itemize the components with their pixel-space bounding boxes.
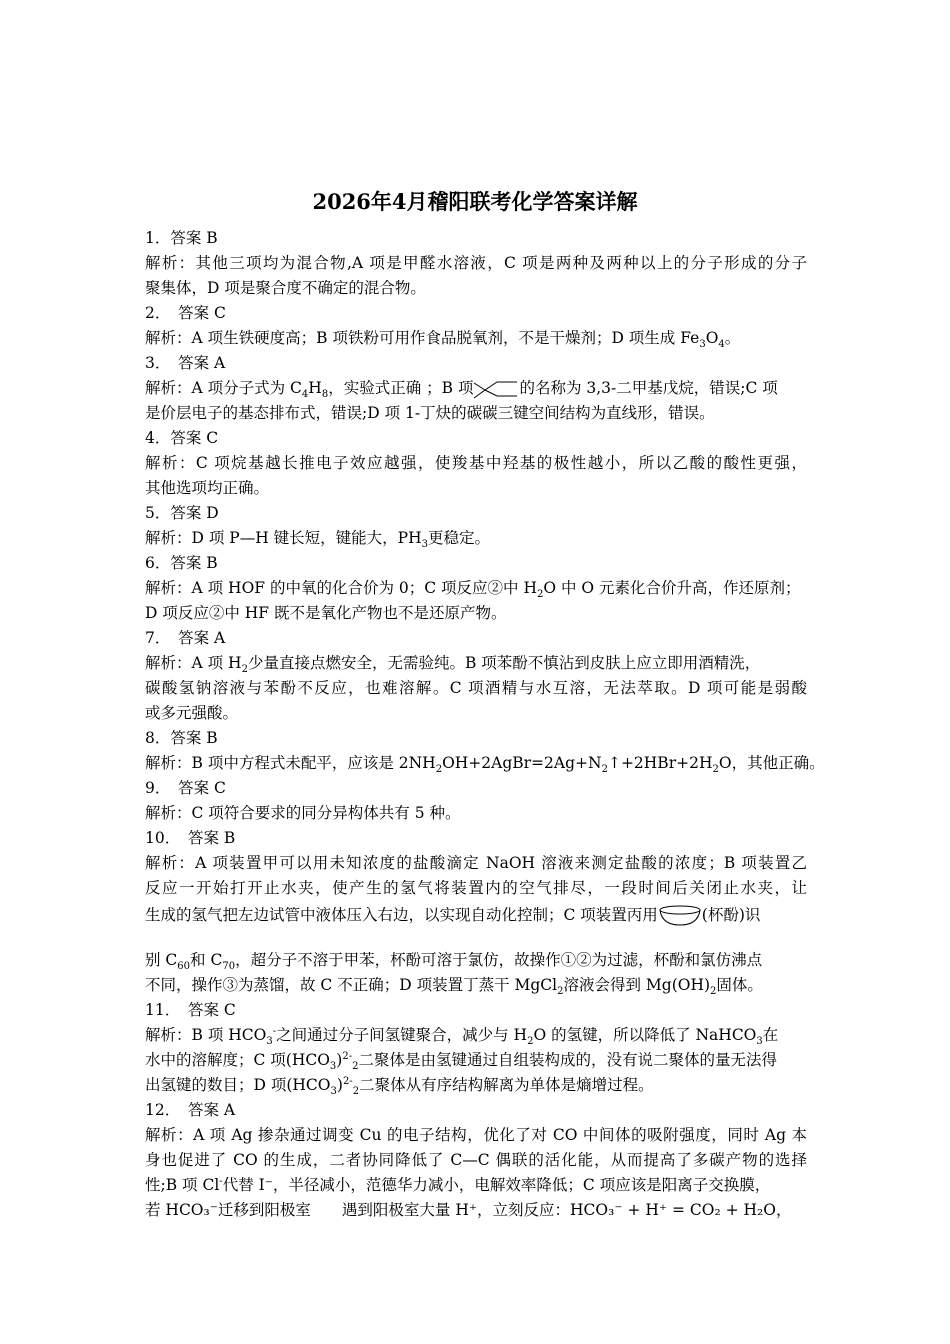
q2-analysis-line1: 解析：A 项生铁硬度高；B 项铁粉可用作食品脱氧剂，不是干燥剂；D 项生成 $Fe_3O_4$。 xyxy=(145,329,741,351)
q11-analysis-line1: 解析：B 项 $HCO_3^-$之间通过分子间氢键聚合，减少与 $H_2O$ 的氢键，所以降低了 NaHCO$_3$在 xyxy=(145,1025,779,1048)
page-title: 2026年4月稽阳联考化学答案详解 xyxy=(312,189,638,214)
q11-analysis-line3: 出氢键的数目；D 项$(HCO_3)^{2-}_2$二聚体从有序结构解离为单体是熵增过程。 xyxy=(145,1075,654,1098)
q2-answer: 2． 答案 C xyxy=(145,304,226,322)
q7-analysis-line2: 碳酸氢钠溶液与苯酚不反应，也难溶解。C 项酒精与水互溶，无法萃取。D 项可能是弱酸 xyxy=(145,679,807,697)
q10-analysis-line1: 解析：A 项装置甲可以用未知浓度的盐酸滴定 NaOH 溶液来测定盐酸的浓度；B 项装置乙 xyxy=(145,854,807,872)
q4-analysis-line2: 其他选项均正确。 xyxy=(145,479,270,497)
q6-analysis-line2: D 项反应②中 HF 既不是氧化产物也不是还原产物。 xyxy=(145,604,507,622)
q1-analysis-line1: 解析：其他三项均为混合物,A 项是甲醛水溶液，C 项是两种及两种以上的分子形成的分子 xyxy=(145,254,807,272)
q6-answer: 6．答案 B xyxy=(145,554,218,572)
q12-analysis-line3: 性;B 项 Cl-代替 I⁻，半径减小，范德华力减小，电解效率降低；C 项应该是阳离子交换膜， xyxy=(145,1175,771,1194)
q12-analysis-line1: 解析：A 项 Ag 掺杂通过调变 Cu 的电子结构，优化了对 CO 中间体的吸附强度，同时 Ag 本 xyxy=(145,1126,807,1144)
q10-analysis-line5: 不同，操作③为蒸馏，故 C 不正确；D 项装置丁蒸干 MgCl$_2$溶液会得到 $Mg(OH)_2$固体。 xyxy=(145,976,763,998)
q8-answer: 8．答案 B xyxy=(145,729,218,747)
q10-analysis-line4: 别 $C_{60}$和 $C_{70}$，超分子不溶于甲苯，杯酚可溶于氯仿，故操作①②为过滤，杯酚和氯仿沸点 xyxy=(145,951,763,973)
q12-analysis-line4: 若 HCO₃⁻迁移到阳极室 遇到阳极室大量 H⁺，立刻反应：HCO₃⁻ + H⁺ = CO₂ + H₂O， xyxy=(145,1201,792,1219)
q3-analysis-line2: 是价层电子的基态排布式，错误;D 项 1-丁炔的碳碳三键空间结构为直线形，错误。 xyxy=(145,404,715,422)
q3-answer: 3． 答案 A xyxy=(145,354,226,372)
q4-analysis-line1: 解析：C 项烷基越长推电子效应越强，使羧基中羟基的极性越小，所以乙酸的酸性更强， xyxy=(145,454,807,472)
q9-answer: 9． 答案 C xyxy=(145,779,226,797)
q11-answer: 11． 答案 C xyxy=(145,1001,236,1019)
q12-analysis-line2: 身也促进了 CO 的生成，二者协同降低了 C—C 偶联的活化能，从而提高了多碳产物的选择 xyxy=(145,1151,807,1169)
q5-analysis-line1: 解析：D 项 P—H 键长短，键能大，$PH_3$更稳定。 xyxy=(145,529,490,551)
q11-analysis-line2: 水中的溶解度；C 项$(HCO_3)^{2-}_2$二聚体是由氢键通过自组装构成的，没有说二聚体的量无法得 xyxy=(145,1050,777,1073)
q1-answer: 1．答案 B xyxy=(145,229,218,247)
q3-analysis-line1: 解析：A 项分子式为 $C_4H_8$，实验式正确 ；B 项 的名称为 3,3-二甲基戊烷，错误;C 项 xyxy=(145,379,778,401)
q8-analysis-line1: 解析：B 项中方程式未配平，应该是 $2NH_2OH+2AgBr=2Ag+N_2↑+2HBr+2H_2O$，其他正确。 xyxy=(145,754,825,776)
q10-analysis-line3: 生成的氢气把左边试管中液体压入右边，以实现自动化控制；C 项装置丙用 (杯酚)识 xyxy=(145,905,760,927)
q7-analysis-line3: 或多元强酸。 xyxy=(145,704,239,722)
q12-answer: 12． 答案 A xyxy=(145,1101,236,1119)
q7-analysis-line1: 解析：A 项 $H_2$少量直接点燃安全，无需验纯。B 项苯酚不慎沾到皮肤上应立即用酒精洗， xyxy=(145,654,761,676)
q7-answer: 7． 答案 A xyxy=(145,629,226,647)
q4-answer: 4．答案 C xyxy=(145,429,219,447)
q10-analysis-line2: 反应一开始打开止水夹，使产生的氢气将装置内的空气排尽，一段时间后关闭止水夹，让 xyxy=(145,879,807,897)
q10-answer: 10． 答案 B xyxy=(145,829,236,847)
skeletal-structure-icon xyxy=(473,378,519,400)
q6-analysis-line1: 解析：A 项 HOF 的中氧的化合价为 0；C 项反应②中 $H_2O$ 中 O 元素化合价升高，作还原剂； xyxy=(145,579,801,601)
q1-analysis-line2: 聚集体，D 项是聚合度不确定的混合物。 xyxy=(145,279,426,297)
q9-analysis-line1: 解析：C 项符合要求的同分异构体共有 5 种。 xyxy=(145,804,461,822)
calixarene-bowl-icon xyxy=(658,905,702,927)
q5-answer: 5．答案 D xyxy=(145,504,219,522)
